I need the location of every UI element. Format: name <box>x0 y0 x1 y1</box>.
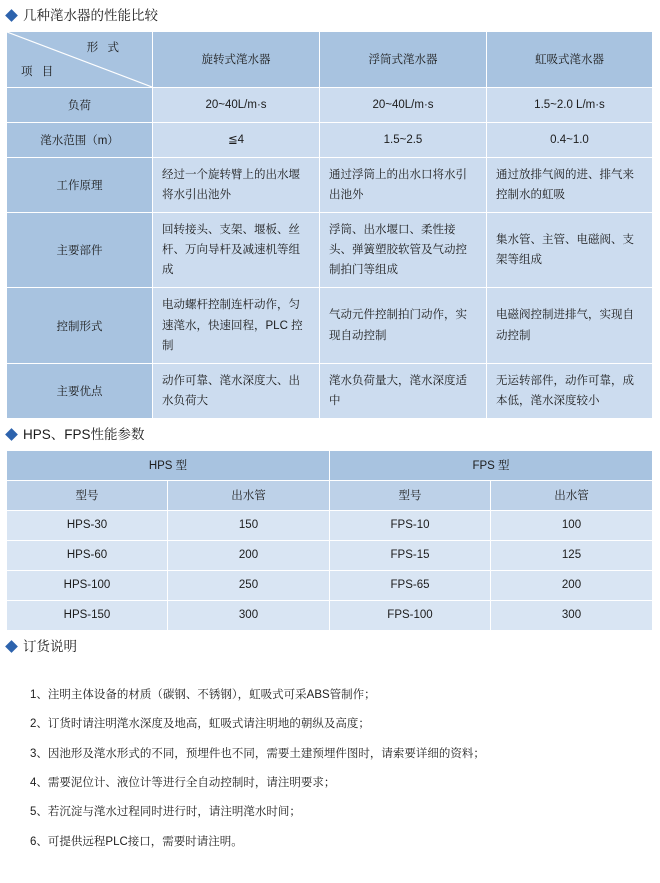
row-label-principle: 工作原理 <box>7 157 153 212</box>
table-cell: 300 <box>491 600 653 630</box>
table-cell: 电动螺杆控制连杆动作，匀速滗水，快速回程，PLC 控制 <box>153 288 320 363</box>
table-cell: 200 <box>491 570 653 600</box>
table-cell: HPS-150 <box>7 600 168 630</box>
table-cell: 1.5~2.5 <box>320 122 487 157</box>
table-cell: 动作可靠、滗水深度大、出水负荷大 <box>153 363 320 418</box>
table-cell: 通过放排气阀的进、排气来控制水的虹吸 <box>487 157 653 212</box>
section-title: HPS、FPS性能参数 <box>23 427 145 442</box>
table-cell: 无运转部件，动作可靠，成本低，滗水深度较小 <box>487 363 653 418</box>
table-cell: 200 <box>168 540 330 570</box>
table-row <box>7 87 653 122</box>
table-cell: HPS-60 <box>7 540 168 570</box>
list-item: 3、因池形及滗水形式的不同，预埋件也不同，需要土建预埋件图时，请索要详细的资料； <box>30 747 485 760</box>
table-cell: 集水管、主管、电磁阀、支架等组成 <box>487 213 653 288</box>
subheader-model-hps: 型号 <box>7 480 168 510</box>
table-cell: 气动元件控制拍门动作，实现自动控制 <box>320 288 487 363</box>
table-cell: 经过一个旋转臂上的出水堰将水引出池外 <box>153 157 320 212</box>
subheader-model-fps: 型号 <box>330 480 491 510</box>
table-cell: FPS-100 <box>330 600 491 630</box>
table-subheader-row <box>7 480 653 510</box>
diamond-bullet-icon <box>5 640 18 653</box>
list-item: 5、若沉淀与滗水过程同时进行时，请注明滗水时间； <box>30 806 301 819</box>
list-item: 1、注明主体设备的材质（碳钢、不锈钢），虹吸式可采ABS管制作； <box>30 689 376 701</box>
corner-header-cell <box>7 31 153 87</box>
table-cell: FPS-15 <box>330 540 491 570</box>
row-label-components: 主要部件 <box>7 213 153 288</box>
table-row <box>7 510 653 540</box>
table-cell: FPS-10 <box>330 510 491 540</box>
table-cell: 300 <box>168 600 330 630</box>
section-heading-order-notes <box>0 631 660 662</box>
table-cell: 浮筒、出水堰口、柔性接头、弹簧塑胶软管及气动控制拍门等组成 <box>320 213 487 288</box>
table-cell: 滗水负荷量大，滗水深度适中 <box>320 363 487 418</box>
subheader-outlet-fps: 出水管 <box>491 480 653 510</box>
table-cell: 100 <box>491 510 653 540</box>
list-item: 4、需要泥位计、液位计等进行全自动控制时，请注明要求； <box>30 776 336 789</box>
subheader-outlet-hps: 出水管 <box>168 480 330 510</box>
table-row <box>7 157 653 212</box>
table-row <box>7 363 653 418</box>
corner-item-label: 项 目 <box>21 65 57 78</box>
hps-fps-params-table <box>6 450 653 631</box>
section-title: 几种滗水器的性能比较 <box>23 8 158 23</box>
table-row <box>7 213 653 288</box>
row-label-load: 负荷 <box>7 87 153 122</box>
row-label-range: 滗水范围（m） <box>7 122 153 157</box>
column-header-float: 浮筒式滗水器 <box>320 31 487 87</box>
table-cell: 通过浮筒上的出水口将水引出池外 <box>320 157 487 212</box>
table-cell: ≦4 <box>153 122 320 157</box>
group-header-fps: FPS 型 <box>330 450 653 480</box>
table-cell: 回转接头、支架、堰板、丝杆、万向导杆及减速机等组成 <box>153 213 320 288</box>
corner-form-label: 形 式 <box>86 41 122 54</box>
table-row <box>7 122 653 157</box>
list-item: 6、可提供远程PLC接口，需要时请注明。 <box>30 835 243 848</box>
column-header-rotary: 旋转式滗水器 <box>153 31 320 87</box>
table-row <box>7 600 653 630</box>
table-cell: 1.5~2.0 L/m·s <box>487 87 653 122</box>
row-label-advantages: 主要优点 <box>7 363 153 418</box>
table-cell: 250 <box>168 570 330 600</box>
section-heading-comparison <box>0 0 660 31</box>
row-label-control: 控制形式 <box>7 288 153 363</box>
table-cell: 20~40L/m·s <box>320 87 487 122</box>
list-item: 2、订货时请注明滗水深度及地高，虹吸式请注明地的朝纵及高度； <box>30 718 370 731</box>
table-cell: 150 <box>168 510 330 540</box>
table-row <box>7 570 653 600</box>
order-notes-list <box>0 677 660 867</box>
table-cell: 电磁阀控制进排气，实现自动控制 <box>487 288 653 363</box>
table-cell: 20~40L/m·s <box>153 87 320 122</box>
table-cell: HPS-30 <box>7 510 168 540</box>
column-header-siphon: 虹吸式滗水器 <box>487 31 653 87</box>
section-title: 订货说明 <box>23 638 77 654</box>
table-header-row <box>7 31 653 87</box>
table-row <box>7 288 653 363</box>
performance-comparison-table <box>6 31 653 420</box>
table-cell: 125 <box>491 540 653 570</box>
table-group-header-row <box>7 450 653 480</box>
group-header-hps: HPS 型 <box>7 450 330 480</box>
table-row <box>7 540 653 570</box>
section-heading-params <box>0 419 660 450</box>
diamond-bullet-icon <box>5 9 18 22</box>
table-cell: FPS-65 <box>330 570 491 600</box>
table-cell: HPS-100 <box>7 570 168 600</box>
diamond-bullet-icon <box>5 428 18 441</box>
table-cell: 0.4~1.0 <box>487 122 653 157</box>
